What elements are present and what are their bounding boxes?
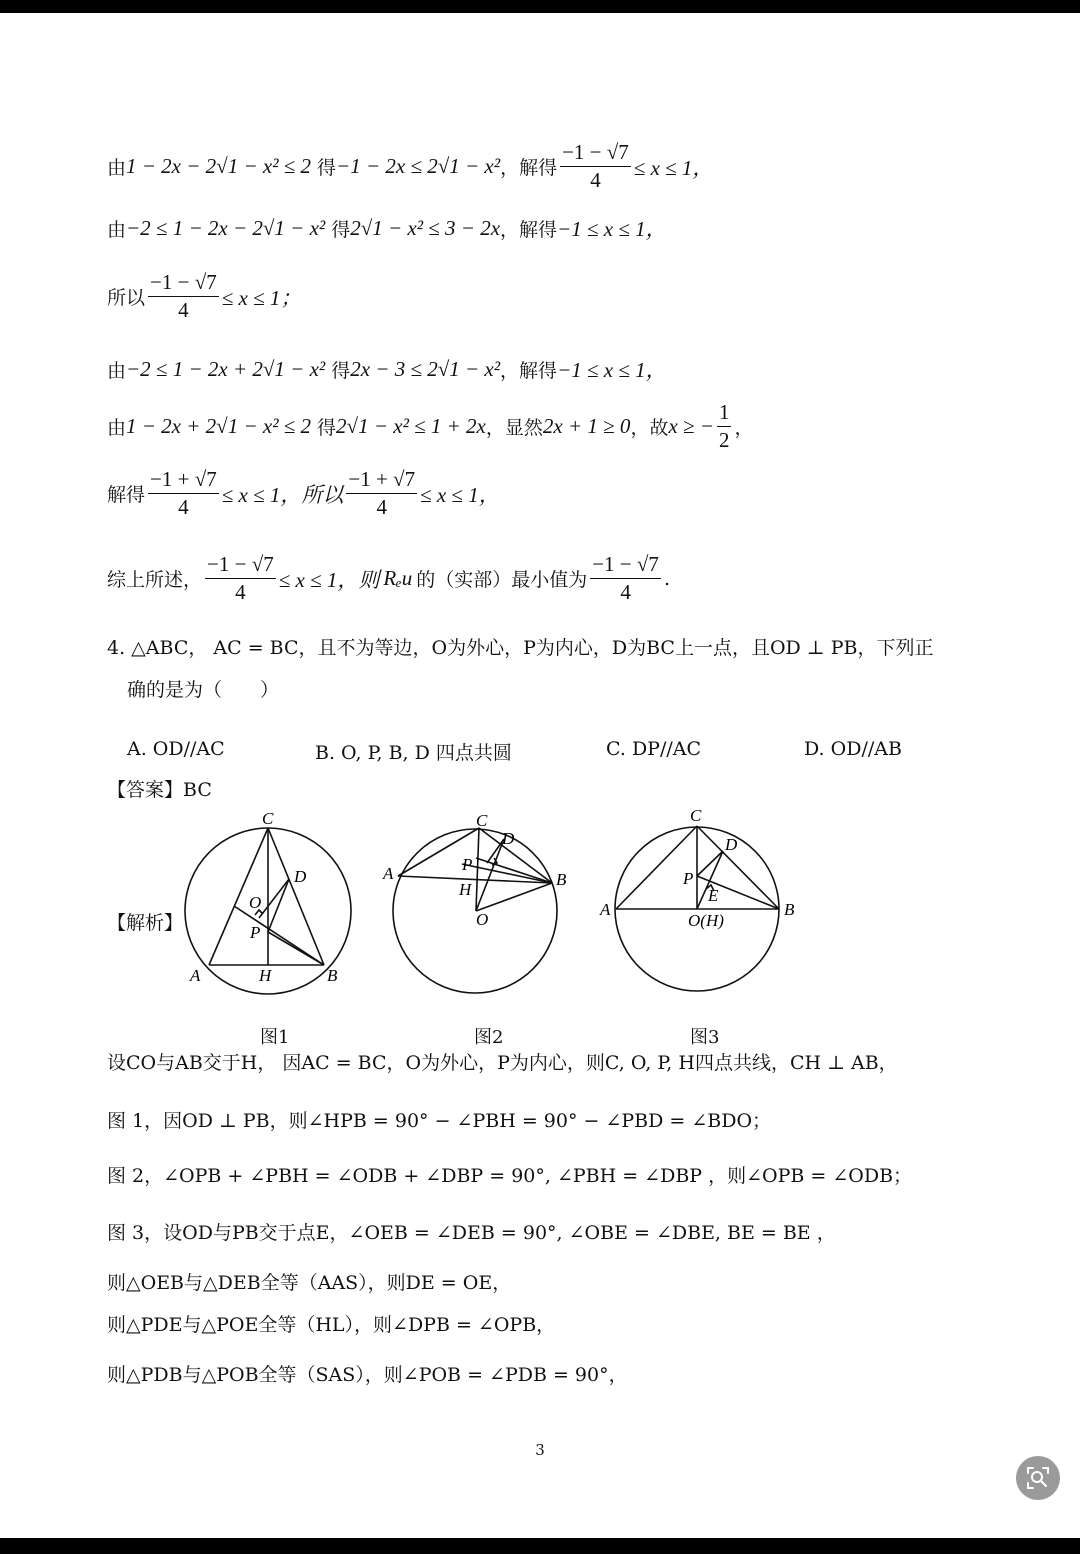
fig3-label-a: A xyxy=(600,900,611,919)
text: 得 xyxy=(331,218,351,241)
inequality: ≤ x ≤ 1； xyxy=(221,285,302,310)
inequality: ≤ x ≤ 1，则 xyxy=(278,567,380,592)
option-c: C. DP//AC xyxy=(606,738,702,760)
proof-line-6: 则△PDE与△POE全等（HL），则∠DPB = ∠OPB， xyxy=(107,1314,556,1336)
fig1-label-c: C xyxy=(262,809,274,828)
text: ，解得 xyxy=(500,157,558,180)
fig3-label-b: B xyxy=(784,900,795,919)
fig1-label-b: B xyxy=(327,966,338,985)
fig1-caption: 图1 xyxy=(260,1027,290,1048)
fig1-label-a: A xyxy=(190,966,201,985)
fig1-label-o: O xyxy=(249,893,262,912)
inequality: −2 ≤ 1 − 2x + 2√1 − x² xyxy=(126,356,326,381)
text: 得 xyxy=(317,157,337,180)
bottom-black-bar xyxy=(0,1538,1080,1554)
proof-line-5: 则△OEB与△DEB全等（AAS），则DE = OE， xyxy=(107,1272,512,1294)
lens-glyph xyxy=(1016,1456,1060,1500)
option-b: B. O, P, B, D 四点共圆 xyxy=(315,742,512,764)
inequality: ≤ x ≤ 1，所以 xyxy=(221,482,344,507)
document-page xyxy=(0,13,1080,1538)
text: 由 xyxy=(107,417,127,440)
text: ，故 xyxy=(630,417,669,440)
fraction: $\frac{-1 + √7}{4}$ xyxy=(348,467,416,520)
fig2-label-b: B xyxy=(556,870,567,889)
fig2-label-c: C xyxy=(476,811,488,830)
option-d: D. OD//AB xyxy=(804,738,902,760)
geometry-figures xyxy=(0,13,1080,1023)
inequality: −1 ≤ x ≤ 1， xyxy=(557,217,667,241)
fig3-label-d: D xyxy=(725,835,738,854)
text: 得 xyxy=(331,359,351,382)
fig2-label-p: P xyxy=(462,855,473,874)
inequality: 2√1 − x² ≤ 3 − 2x xyxy=(350,215,501,240)
fraction: $\frac{-1 + √7}{4}$ xyxy=(150,467,217,520)
text: ，显然 xyxy=(485,417,543,440)
text: 由 xyxy=(107,157,127,180)
question-text: 确的是为（ ） xyxy=(127,679,280,701)
fig1-label-p: P xyxy=(250,923,261,942)
text: 得 xyxy=(317,417,337,440)
fig3-label-oh: O(H) xyxy=(688,911,724,930)
question-text: 4. △ABC， AC = BC，且不为等边，O为外心，P为内心，D为BC上一点，且OD ⊥ PB，下列正 xyxy=(107,637,934,659)
fig2-label-d: D xyxy=(502,829,515,848)
inequality: 2x + 1 ≥ 0 xyxy=(542,414,631,439)
page-number: 3 xyxy=(535,1441,545,1459)
fig1-label-d: D xyxy=(294,867,307,886)
proof-line-3: 图 2，∠OPB + ∠PBH = ∠ODB + ∠DBP = 90°, ∠PBH = ∠DBP ，则∠OPB = ∠ODB； xyxy=(107,1165,913,1187)
text: 所以 xyxy=(107,287,146,310)
fraction: $\frac{-1 - √7}{4}$ xyxy=(562,140,629,193)
fraction: $\frac{-1 - √7}{4}$ xyxy=(207,552,274,605)
text: 由 xyxy=(107,218,127,241)
proof-line-2: 图 1，因OD ⊥ PB，则∠HPB = 90° − ∠PBH = 90° − ∠PBD = ∠BDO； xyxy=(107,1110,772,1132)
text: 由 xyxy=(107,359,127,382)
fig2-label-a: A xyxy=(383,864,394,883)
text: ，解得 xyxy=(500,359,558,382)
fraction: $\frac{-1 - √7}{4}$ xyxy=(592,552,659,605)
fraction: $\frac{-1 - √7}{4}$ xyxy=(150,270,217,323)
inequality: −2 ≤ 1 − 2x − 2√1 − x² xyxy=(126,215,326,240)
fig2-label-h: H xyxy=(459,880,472,899)
answer: 【答案】BC xyxy=(107,779,212,801)
inequality: −1 ≤ x ≤ 1， xyxy=(557,358,667,382)
proof-line-1: 设CO与AB交于H， 因AC = BC，O为外心，P为内心，则C, O, P, H四点共线，CH ⊥ AB， xyxy=(107,1052,898,1074)
text: . xyxy=(663,567,670,590)
proof-line-7: 则△PDB与△POB全等（SAS），则∠POB = ∠PDB = 90°， xyxy=(107,1364,628,1386)
fig3-label-c: C xyxy=(690,806,702,825)
fig3-caption: 图3 xyxy=(690,1027,720,1048)
fig1-label-h: H xyxy=(259,966,272,985)
inequality: ≤ x ≤ 1， xyxy=(633,155,714,180)
inequality: 2√1 − x² ≤ 1 + 2x xyxy=(336,414,486,439)
fig2-caption: 图2 xyxy=(474,1027,504,1048)
inequality: 1 − 2x + 2√1 − x² ≤ 2 xyxy=(126,414,312,439)
text: 的（实部）最小值为 xyxy=(416,569,588,592)
image-search-icon[interactable] xyxy=(1016,1456,1060,1500)
text: ， xyxy=(734,417,754,440)
fig2-circumcircle xyxy=(393,829,557,993)
analysis-label: 【解析】 xyxy=(107,912,184,934)
fig3-label-e: E xyxy=(708,886,719,905)
math-symbol: Rₑu xyxy=(383,566,413,591)
inequality: −1 − 2x ≤ 2√1 − x² xyxy=(336,154,501,179)
inequality: ≤ x ≤ 1， xyxy=(420,482,500,507)
text: 解得 xyxy=(107,484,146,507)
text: ，解得 xyxy=(500,218,558,241)
proof-line-4: 图 3，设OD与PB交于点E，∠OEB = ∠DEB = 90°, ∠OBE = ∠DBE, BE = BE ， xyxy=(107,1222,836,1244)
fraction: $\frac{1}{2}$ xyxy=(718,400,730,453)
top-black-bar xyxy=(0,0,1080,13)
fig3-label-p: P xyxy=(683,869,694,888)
fig2-label-o: O xyxy=(476,910,489,929)
inequality: 1 − 2x − 2√1 − x² ≤ 2 xyxy=(126,154,312,179)
inequality: 2x − 3 ≤ 2√1 − x² xyxy=(350,356,501,381)
text: 综上所述， xyxy=(107,569,203,592)
option-a: A. OD//AC xyxy=(127,738,225,760)
inequality: x ≥ − xyxy=(668,414,714,439)
